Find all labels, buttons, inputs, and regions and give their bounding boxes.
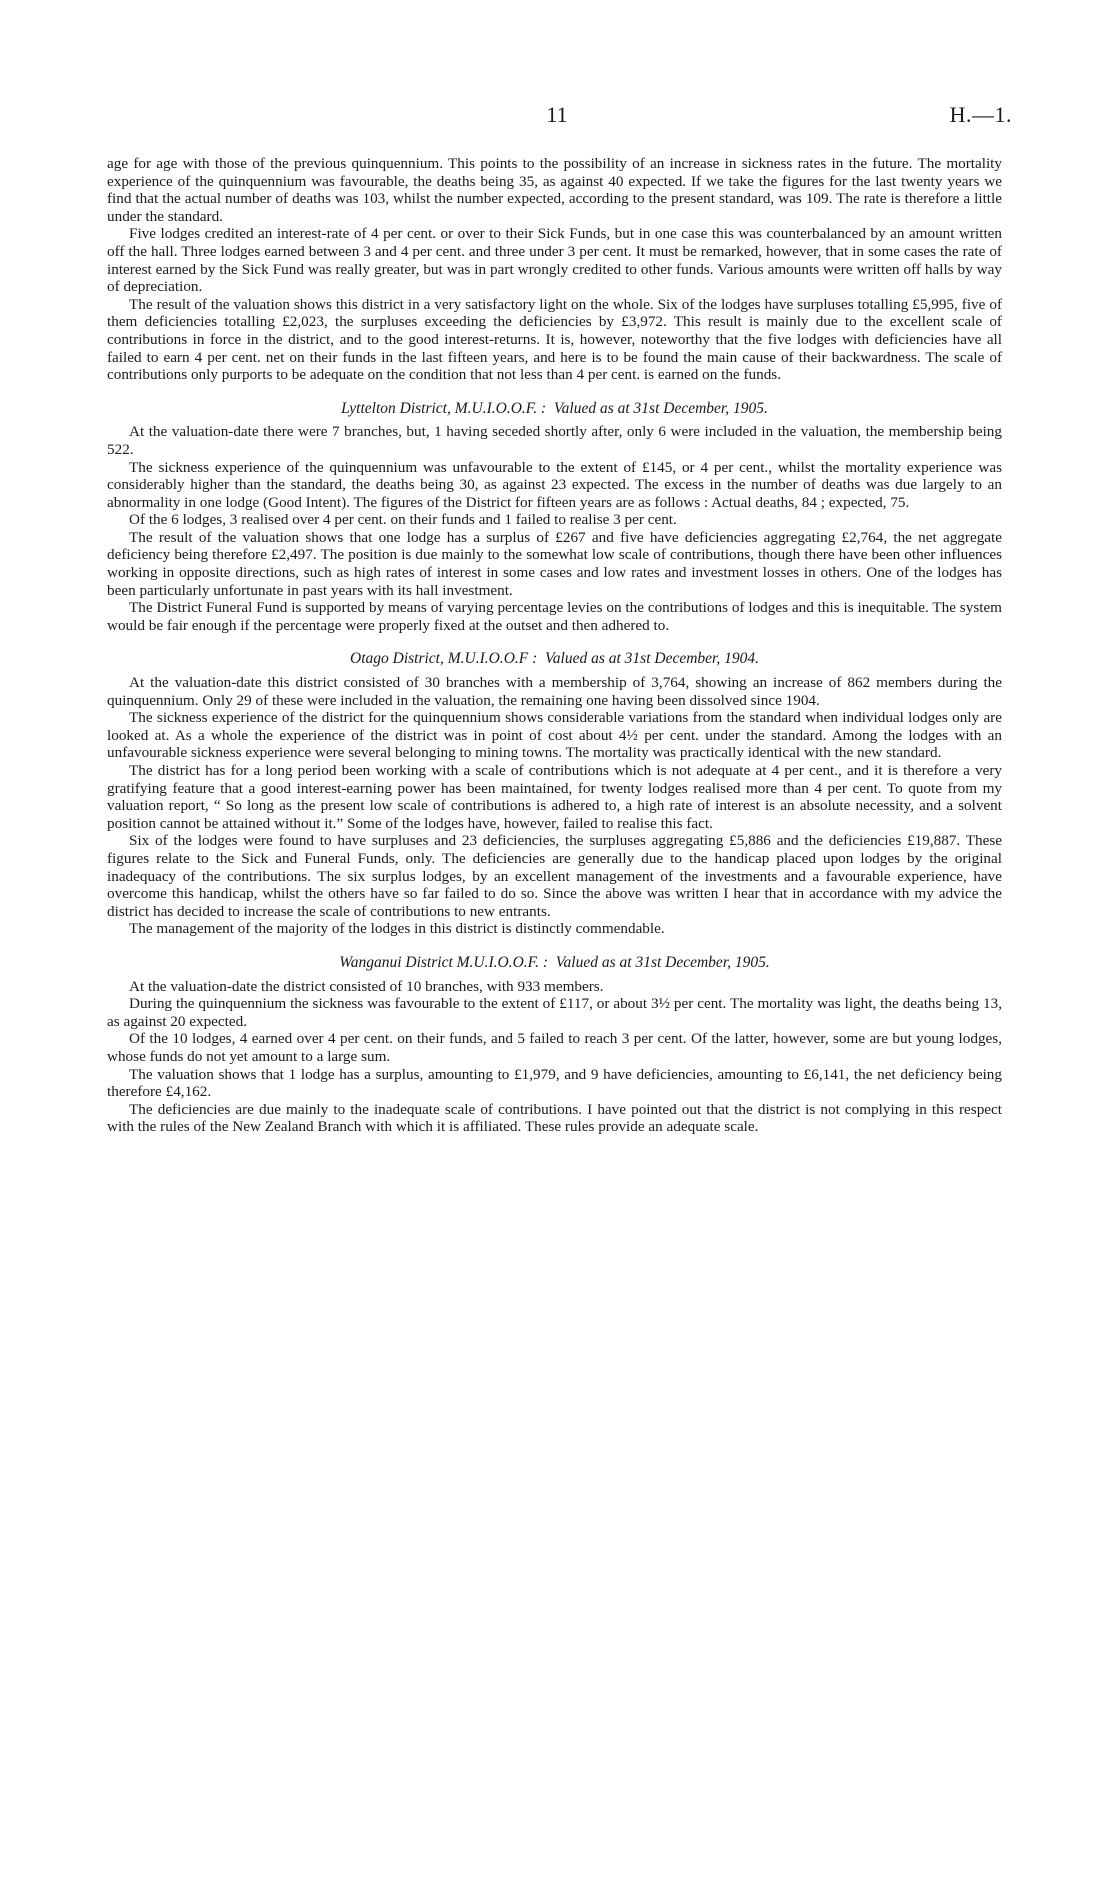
section-heading [107, 650, 1002, 668]
paragraph: The sickness experience of the quinquennium was unfavourable to the extent of £145, or 4 per cent., whilst the mortality experience was considerably higher than the standard, the deaths being 30, as against 23 expected. The excess in the number of deaths was due largely to an abnormality in one lodge (Good Intent). The figures of the District for fifteen years are as follows : Actual deaths, 84 ; expected, 75. [107, 458, 1002, 511]
paragraph: At the valuation-date the district consisted of 10 branches, with 933 members. [129, 977, 604, 995]
paragraph: The valuation shows that 1 lodge has a surplus, amounting to £1,979, and 9 have deficiencies, amounting to £6,141, the net deficiency being therefore £4,162. [107, 1065, 1002, 1101]
valuation-date: Valued as at 31st December, 1905. [553, 399, 768, 417]
district-name: Wanganui District M.U.I.O.O.F. : [339, 953, 549, 971]
page-number: 11 [546, 102, 568, 127]
section-heading [107, 954, 1002, 972]
paragraph: The District Funeral Fund is supported by means of varying percentage levies on the contributions of lodges and this is inequitable. The system would be fair enough if the percentage were properly fixed at the outset and then adhered to. [107, 599, 1002, 634]
intro-section [107, 155, 1002, 384]
document-reference: H.—1. [949, 102, 1012, 127]
paragraph: Of the 6 lodges, 3 realised over 4 per cent. on their funds and 1 failed to realise 3 per cent. [129, 511, 677, 529]
paragraph: At the valuation-date there were 7 branches, but, 1 having seceded shortly after, only 6 were included in the valuation, the membership being 522. [107, 423, 1002, 458]
paragraph: During the quinquennium the sickness was favourable to the extent of £117, or about 3½ per cent. The mortality was light, the deaths being 13, as against 20 expected. [107, 995, 1002, 1030]
paragraph: The deficiencies are due mainly to the inadequate scale of contributions. I have pointed out that the district is not complying in this respect with the rules of the New Zealand Branch with which it is affiliated. These rules provide an adequate scale. [107, 1100, 1002, 1136]
paragraph: Six of the lodges were found to have surpluses and 23 deficiencies, the surpluses aggregating £5,886 and the deficiencies £19,887. These figures relate to the Sick and Funeral Funds, only. The deficiencies are generally due to the handicap placed upon lodges by the original inadequacy of the contributions. The six surplus lodges, by an excellent management of the investments and a favourable experience, have overcome this handicap, whilst the others have so far failed to do so. Since the above was written I hear that in accordance with my advice the district has decided to increase the scale of contributions to new entrants. [107, 832, 1002, 920]
district-name: Otago District, M.U.I.O.O.F : [350, 650, 538, 668]
district-name: Lyttelton District, M.U.I.O.O.F. : [341, 399, 547, 417]
document-body [107, 155, 1002, 1136]
valuation-date: Valued as at 31st December, 1904. [545, 650, 759, 668]
paragraph: At the valuation-date this district consisted of 30 branches with a membership of 3,764, showing an increase of 862 members during the quinquennium. Only 29 of these were included in the valuation, the remaining one having been dissolved since 1904. [107, 674, 1002, 709]
paragraph: age for age with those of the previous quinquennium. This points to the possibility of an increase in sickness rates in the future. The mortality experience of the quinquennium was favourable, the deaths being 35, as against 40 expected. If we take the figures for the last twenty years we find that the actual number of deaths was 103, whilst the number expected, according to the present standard, was 109. The rate is therefore a little under the standard. [107, 155, 1002, 225]
lyttelton-section [107, 400, 1002, 635]
valuation-date: Valued as at 31st December, 1905. [555, 953, 770, 971]
paragraph: The management of the majority of the lodges in this district is distinctly commendable. [129, 920, 665, 938]
paragraph: Five lodges credited an interest-rate of 4 per cent. or over to their Sick Funds, but in one case this was counterbalanced by an amount written off the hall. Three lodges earned between 3 and 4 per cent. and three under 3 per cent. It must be remarked, however, that in some cases the rate of interest earned by the Sick Fund was really greater, but was in part wrongly credited to other funds. Various amounts were written off halls by way of depreciation. [107, 225, 1002, 296]
otago-section [107, 650, 1002, 938]
paragraph: The result of the valuation shows that one lodge has a surplus of £267 and five have deficiencies aggregating £2,764, the net aggregate deficiency being therefore £2,497. The position is due mainly to the somewhat low scale of contributions, though there have been other influences working in opposite directions, such as high rates of interest in some cases and low rates and investment losses in others. One of the lodges has been particularly unfortunate in past years with its hall investment. [107, 528, 1002, 599]
paragraph: Of the 10 lodges, 4 earned over 4 per cent. on their funds, and 5 failed to reach 3 per cent. Of the latter, however, some are but young lodges, whose funds do not yet amount to a large sum. [107, 1030, 1002, 1065]
paragraph: The district has for a long period been working with a scale of contributions which is not adequate at 4 per cent., and it is therefore a very gratifying feature that a good interest-earning power has been maintained, for twenty lodges realised more than 4 per cent. To quote from my valuation report, “ So long as the present low scale of contributions is adhered to, a high rate of interest is an absolute necessity, and a solvent position cannot be attained without it.” Some of the lodges have, however, failed to realise this fact. [107, 762, 1002, 832]
wanganui-section [107, 954, 1002, 1136]
paragraph: The sickness experience of the district for the quinquennium shows considerable variations from the standard when individual lodges only are looked at. As a whole the experience of the district was in point of cost about 4½ per cent. under the standard. Among the lodges with an unfavourable sickness experience were several belonging to mining towns. The mortality was practically identical with the new standard. [107, 709, 1002, 762]
paragraph: The result of the valuation shows this district in a very satisfactory light on the whole. Six of the lodges have surpluses totalling £5,995, five of them deficiencies totalling £2,023, the surpluses exceeding the deficiencies by £3,972. This result is mainly due to the excellent scale of contributions in force in the district, and to the good interest-returns. It is, however, noteworthy that the five lodges with deficiencies have all failed to earn 4 per cent. net on their funds in the last fifteen years, and here is to be found the main cause of their backwardness. The scale of contributions only purports to be adequate on the condition that not less than 4 per cent. is earned on the funds. [107, 295, 1002, 384]
section-heading [107, 400, 1002, 418]
